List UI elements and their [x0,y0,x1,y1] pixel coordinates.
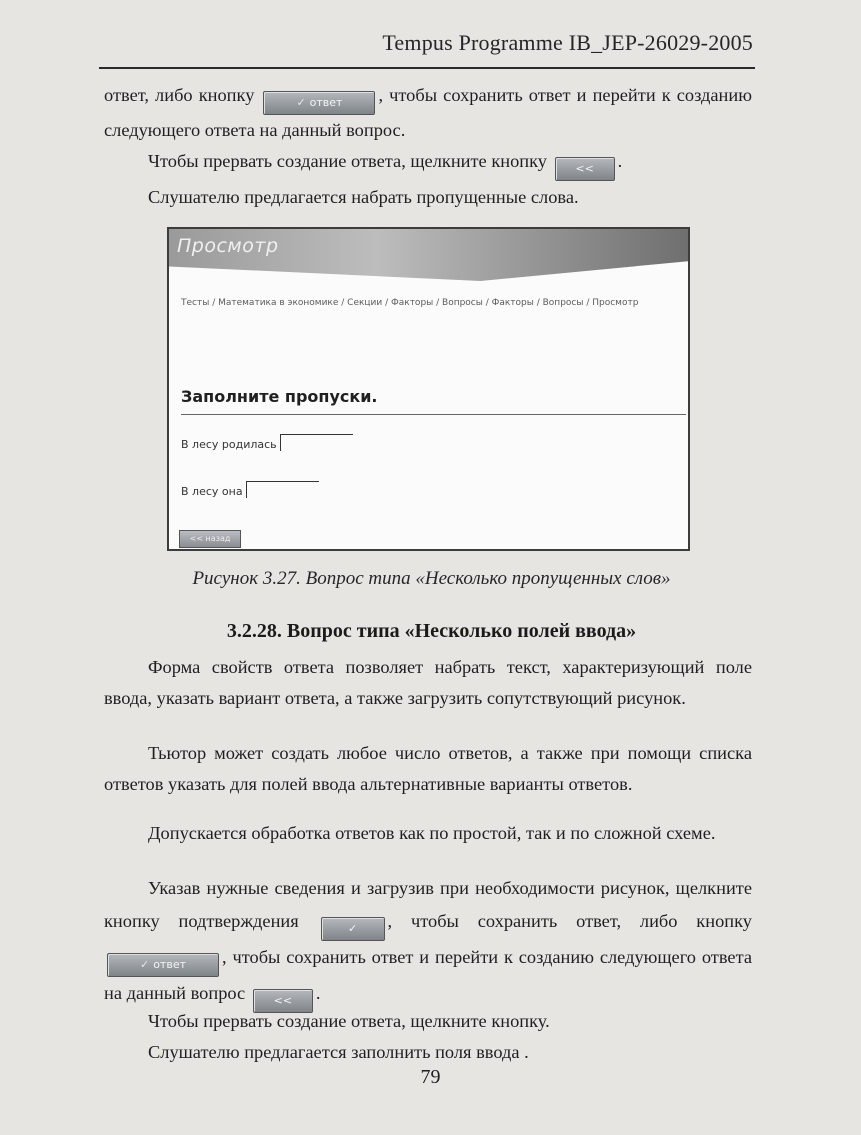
header-rule [99,67,755,69]
check-icon: ✓ [139,958,150,971]
section-paragraph-2: Тьютор может создать любое число ответов, а также при помощи списка ответов указать для полей ввода альтернативные варианты ответов. [104,743,752,794]
section-paragraph-6: Слушателю предлагается заполнить поля ввода . [148,1042,529,1062]
fill-label-1: В лесу родилась [181,438,277,451]
fill-row-1 [181,434,353,451]
cancel-button-image-2: << [253,989,313,1013]
section-paragraph-1: Форма свойств ответа позволяет набрать текст, характеризующий поле ввода, указать вариант ответа, а также загрузить сопутствующий рисунок. [104,657,752,708]
figure-caption: Рисунок 3.27. Вопрос типа «Несколько пропущенных слов» [192,568,671,589]
fill-label-2: В лесу она [181,485,243,498]
check-icon: ✓ [296,96,306,109]
section-paragraph-4: Указав нужные сведения и загрузив при необходимости рисунок, щелкните кнопку подтверждения ✓ , чтобы сохранить ответ, либо кнопку ✓ ответ , чтобы сохранить ответ и перейти к созданию следующего ответа на данный вопрос << . [104,872,752,1013]
breadcrumb[interactable]: Тесты / Математика в экономике / Секции / Факторы / Вопросы / Факторы / Вопросы / Просмотр [181,298,639,308]
paragraph-top-2: Чтобы прервать создание ответа, щелкните кнопку << . [104,146,752,181]
preview-screenshot [167,227,690,551]
section-paragraph-3: Допускается обработка ответов как по простой, так и по сложной схеме. [148,823,716,843]
fill-input-2[interactable] [246,481,319,498]
paragraph-top-3: Слушателю предлагается набрать пропущенные слова. [148,187,579,207]
answer-button-image: ✓ ответ [263,91,375,115]
question-heading: Заполните пропуски. [181,387,378,406]
confirm-button-image: ✓ [321,917,385,941]
fill-input-1[interactable] [280,434,353,451]
section-paragraph-5: Чтобы прервать создание ответа, щелкните кнопку. [148,1011,550,1031]
page-number: 79 [420,1066,441,1088]
running-header: Tempus Programme IB_JEP-26029-2005 [382,30,753,55]
paragraph-top-1: ответ, либо кнопку ✓ ответ , чтобы сохранить ответ и перейти к созданию следующего ответа на данный вопрос. [104,85,752,140]
answer-button-image-2: ✓ ответ [107,953,219,977]
preview-title: Просмотр [177,235,279,257]
heading-rule [181,414,686,415]
section-heading: 3.2.28. Вопрос типа «Несколько полей ввода» [226,620,637,642]
back-button[interactable]: << назад [179,530,241,548]
cancel-button-image: << [555,157,615,181]
fill-row-2 [181,481,319,498]
